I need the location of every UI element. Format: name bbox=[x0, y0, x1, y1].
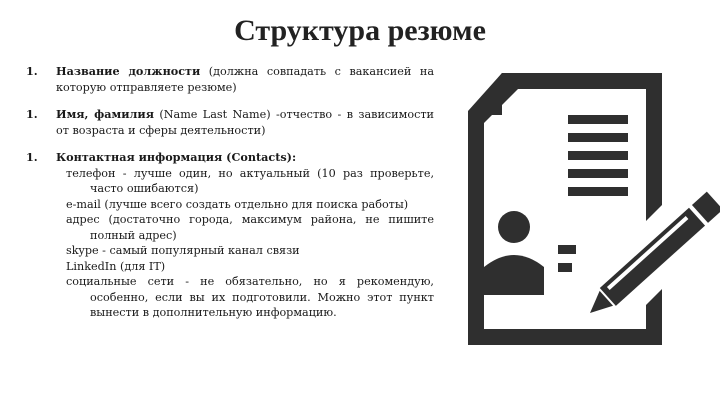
item-heading: Название должности bbox=[56, 64, 201, 78]
contact-social: социальные сети - не обязательно, но я рекомендую, особенно, если вы их подготовили. Можно этот пункт вынести в дополнительную информацию. bbox=[66, 275, 434, 319]
resume-structure-list bbox=[26, 64, 434, 321]
contact-address: адрес (достаточно города, максимум района, не пишите полный адрес) bbox=[66, 213, 434, 242]
contact-linkedin: LinkedIn (для IT) bbox=[66, 259, 166, 273]
resume-document-pencil-icon bbox=[440, 55, 720, 355]
page-title: Структура резюме bbox=[234, 14, 486, 47]
item-heading: Имя, фамилия bbox=[56, 107, 154, 121]
list-item-name bbox=[26, 107, 434, 138]
item-number: 1. bbox=[26, 64, 38, 78]
contact-email: e-mail (лучше всего создать отдельно для поиска работы) bbox=[66, 197, 409, 211]
item-text: (должна совпадать с вакансией на которую отправляете резюме) bbox=[56, 65, 434, 94]
list-item-contacts bbox=[26, 150, 434, 166]
contact-skype: skype - самый популярный канал связи bbox=[66, 244, 300, 257]
item-text: (Name Last Name) -отчество - в зависимости от возраста и сферы деятельности) bbox=[56, 108, 434, 137]
item-heading: Контактная информация (Contacts): bbox=[56, 150, 297, 164]
list-item-position bbox=[26, 64, 434, 95]
contact-phone: телефон - лучше один, но актуальный (10 раз проверьте, часто ошибаются) bbox=[66, 166, 434, 195]
item-number: 1. bbox=[26, 150, 38, 164]
contacts-sublist bbox=[26, 166, 434, 321]
item-number: 1. bbox=[26, 107, 38, 121]
